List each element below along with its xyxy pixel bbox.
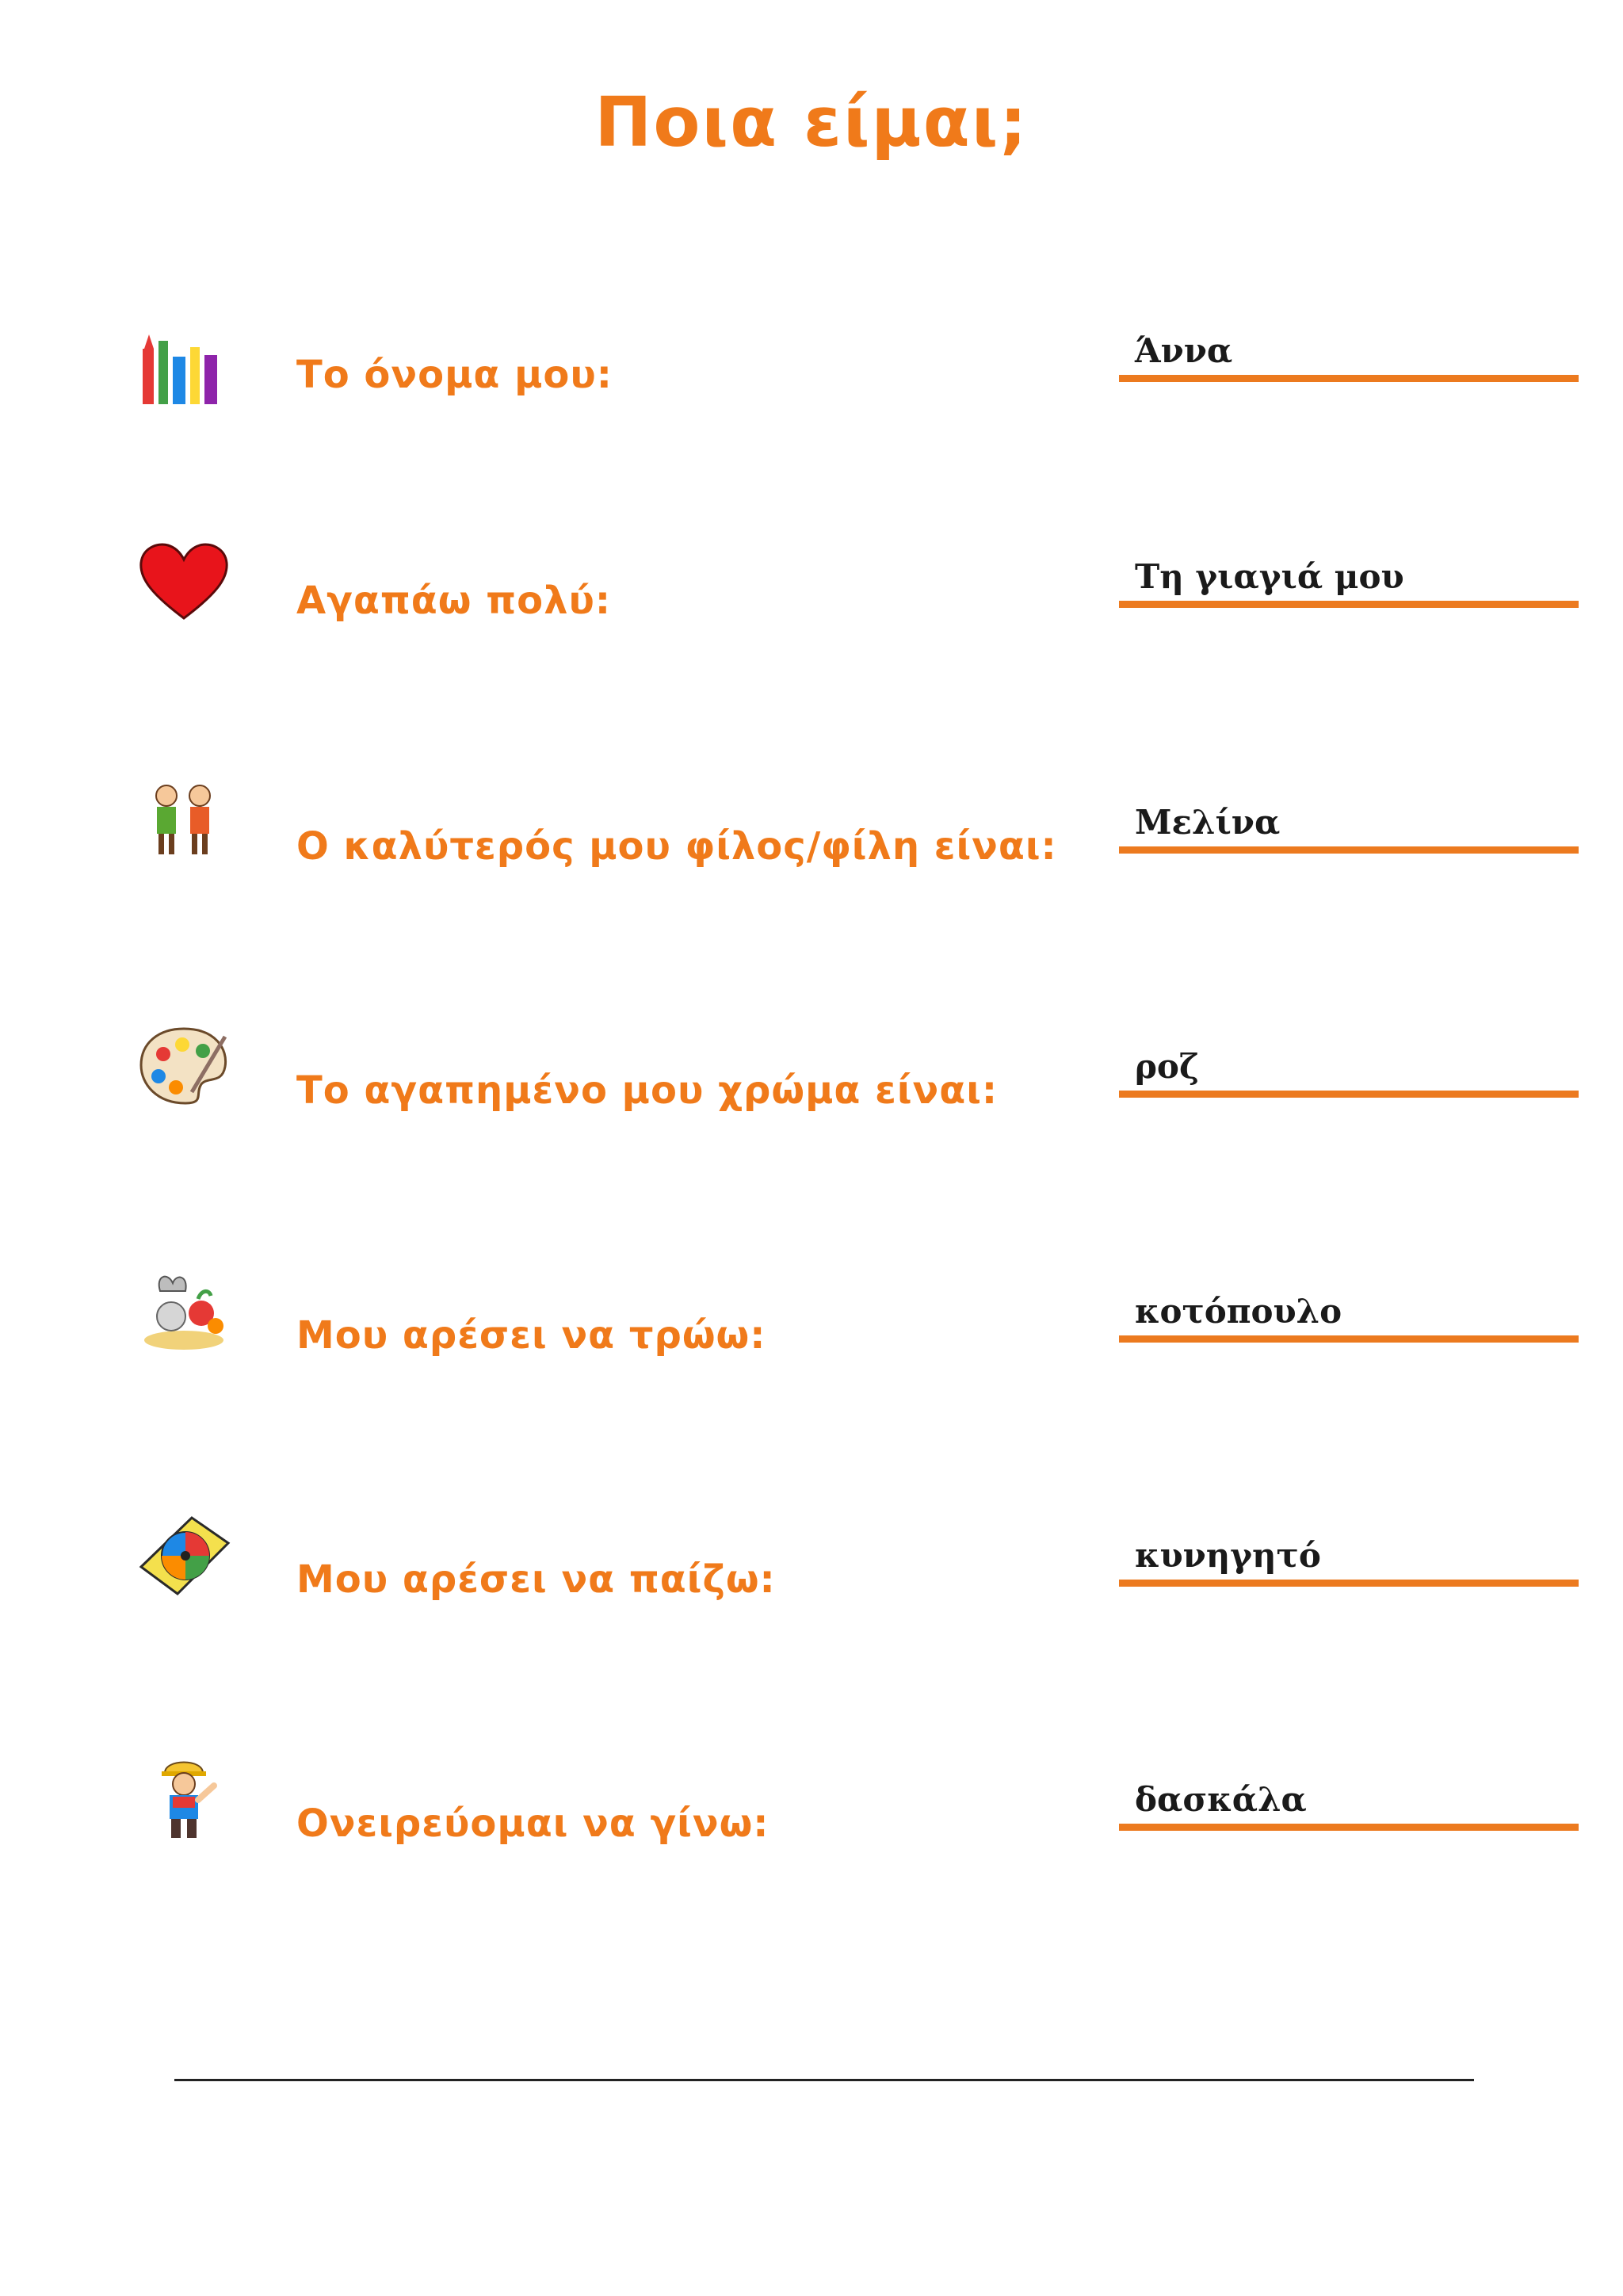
answer-line[interactable] (1119, 1091, 1579, 1098)
answer-line[interactable] (1119, 375, 1579, 382)
name-letters-icon (136, 325, 231, 412)
row-color (0, 1029, 1623, 1187)
two-friends-icon (136, 778, 231, 865)
answer-text: Μελίνα (1135, 803, 1281, 842)
answer-line[interactable] (1119, 846, 1579, 854)
heart-icon (136, 539, 231, 626)
question-label: Το όνομα μου: (296, 353, 613, 397)
row-dream (0, 1762, 1623, 1920)
question-label: Μου αρέσει να τρώω: (296, 1313, 766, 1358)
row-friend (0, 785, 1623, 943)
answer-text: Τη γιαγιά μου (1135, 557, 1404, 596)
question-label: Το αγαπημένο μου χρώμα είναι: (296, 1068, 999, 1113)
board-game-icon (136, 1511, 231, 1599)
answer-line[interactable] (1119, 1824, 1579, 1831)
food-icon (136, 1267, 231, 1354)
row-eat (0, 1274, 1623, 1432)
answer-line[interactable] (1119, 601, 1579, 608)
answer-text: δασκάλα (1135, 1780, 1307, 1819)
answer-line[interactable] (1119, 1580, 1579, 1587)
question-label: Ο καλύτερός μου φίλος/φίλη είναι: (296, 824, 1057, 869)
answer-text: κυνηγητό (1135, 1536, 1321, 1575)
answer-text: ροζ (1135, 1047, 1199, 1086)
builder-child-icon (136, 1755, 231, 1843)
answer-text: κοτόπουλο (1135, 1292, 1342, 1331)
row-play (0, 1518, 1623, 1676)
question-label: Ονειρεύομαι να γίνω: (296, 1801, 769, 1846)
question-label: Αγαπάω πολύ: (296, 579, 612, 623)
paint-palette-icon (136, 1021, 231, 1108)
question-label: Μου αρέσει να παίζω: (296, 1557, 776, 1602)
row-name (0, 313, 1623, 472)
row-love (0, 539, 1623, 697)
page-title: Ποια είμαι; (594, 83, 1029, 162)
footer-rule (174, 2079, 1474, 2081)
answer-line[interactable] (1119, 1335, 1579, 1343)
answer-text: Άννα (1135, 331, 1233, 370)
